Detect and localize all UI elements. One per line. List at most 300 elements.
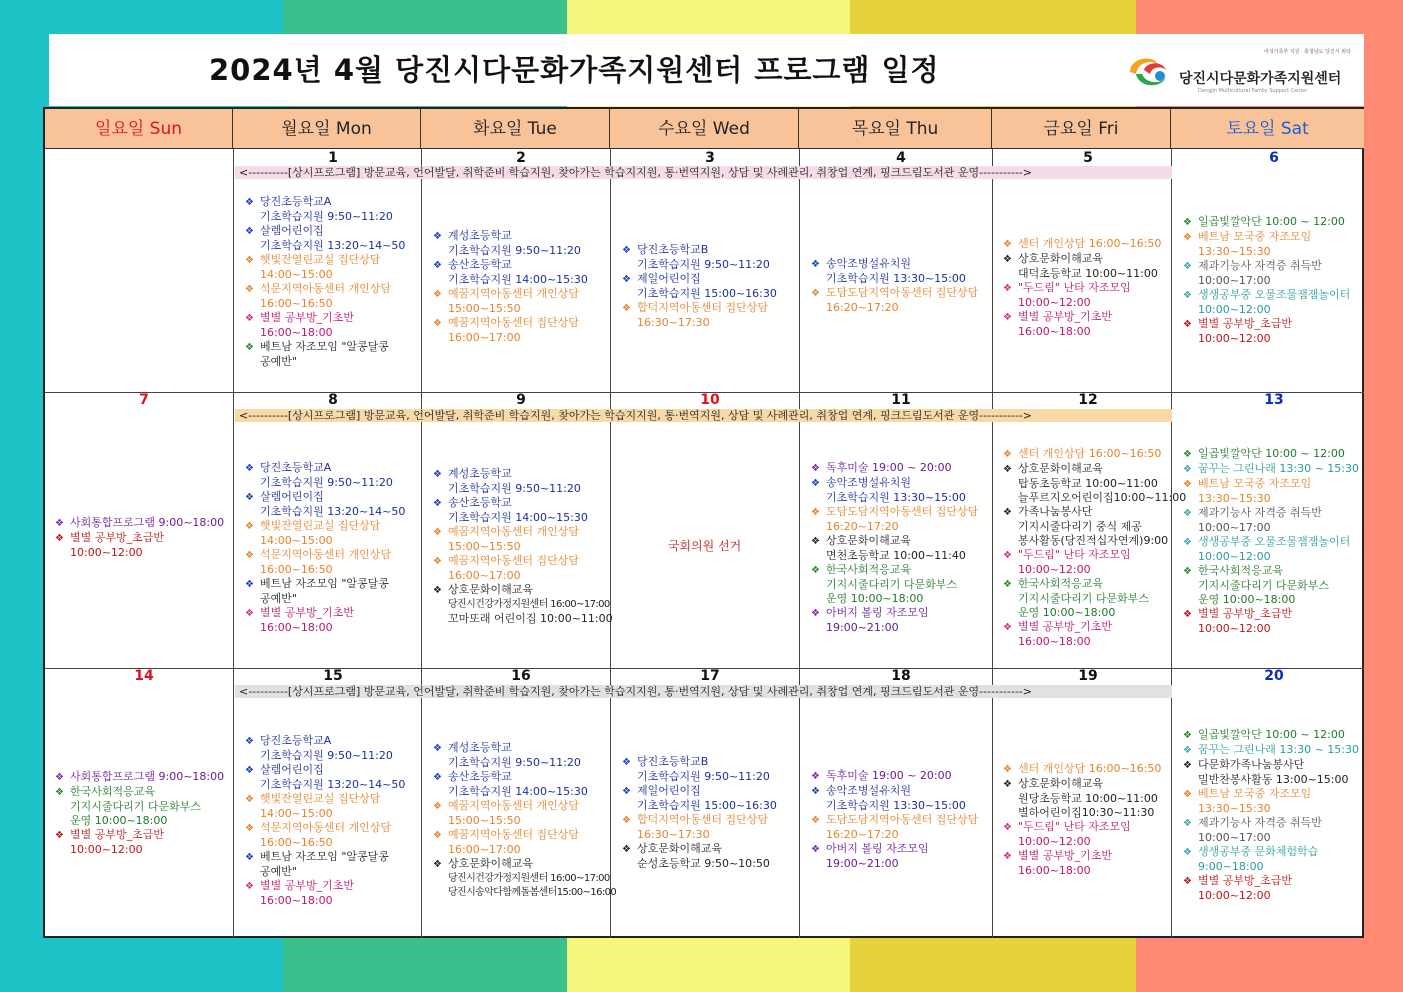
bullet-icon: ❖	[1003, 254, 1012, 265]
schedule-item-title: 제과기능사 자격증 취득반	[1198, 506, 1322, 519]
schedule-item	[1183, 447, 1359, 462]
bullet-icon: ❖	[1003, 851, 1012, 862]
schedule-item-title: 석문지역아동센터 개인상담	[260, 548, 392, 561]
schedule-item	[622, 842, 777, 871]
schedule-item-title: 살렘어린이집	[260, 224, 324, 237]
date-number: 4	[896, 150, 906, 166]
schedule-item-title: 송악조병설유치원	[826, 476, 912, 489]
bullet-icon: ❖	[433, 830, 442, 841]
day-cell-tue	[433, 467, 613, 626]
schedule-item	[55, 828, 224, 857]
schedule-item	[1003, 577, 1186, 620]
bullet-icon: ❖	[1183, 609, 1192, 620]
schedule-item-title: 별별 공부방_초급반	[1198, 874, 1293, 887]
date-number: 6	[1269, 150, 1279, 166]
schedule-item	[1183, 317, 1350, 346]
schedule-item	[433, 828, 616, 857]
bullet-icon: ❖	[1183, 537, 1192, 548]
schedule-item-detail: 19:00~21:00	[826, 857, 899, 870]
bullet-icon: ❖	[245, 579, 254, 590]
schedule-item	[1003, 849, 1161, 878]
schedule-item-title: 송산초등학교	[448, 496, 512, 509]
schedule-item	[245, 311, 405, 340]
date-number: 7	[139, 392, 149, 408]
schedule-item-title: 석문지역아동센터 개인상담	[260, 282, 392, 295]
schedule-item-title: "두드림" 난타 자조모임	[1018, 548, 1131, 561]
schedule-item-detail: 공예반"	[260, 865, 297, 878]
schedule-item	[433, 467, 613, 496]
schedule-item-detail: 15:00~15:50	[448, 814, 521, 827]
schedule-item	[1183, 477, 1359, 506]
schedule-item-title: 제과기능사 자격증 취득반	[1198, 259, 1322, 272]
day-cell-thu	[811, 769, 978, 871]
schedule-item-title: 상호문화이해교육	[1018, 777, 1104, 790]
schedule-item-title: 별별 공부방_초급반	[70, 828, 165, 841]
schedule-item-title: 일곱빛깔악단 10:00 ~ 12:00	[1198, 215, 1345, 228]
schedule-item	[245, 792, 405, 821]
bullet-icon: ❖	[433, 801, 442, 812]
schedule-item-detail: 기초학습지원 14:00~15:30	[448, 785, 588, 798]
schedule-item-detail: 19:00~21:00	[826, 621, 899, 634]
weekday-fri: 금요일 Fri	[992, 109, 1171, 149]
schedule-item-title: 햇빛잔열린교실 집단상담	[260, 792, 381, 805]
schedule-item-title: 일곱빛깔악단 10:00 ~ 12:00	[1198, 447, 1345, 460]
schedule-item-detail: 9:00~18:00	[1198, 860, 1264, 873]
schedule-item	[1003, 820, 1161, 849]
schedule-item-detail: 14:00~15:00	[260, 268, 333, 281]
schedule-item-title: 당진초등학교A	[260, 461, 332, 474]
schedule-item-title: 예꿈지역아동센터 집단상담	[448, 828, 580, 841]
bullet-icon: ❖	[1183, 464, 1192, 475]
bullet-icon: ❖	[811, 815, 820, 826]
date-number: 12	[1078, 392, 1098, 408]
schedule-item	[1183, 506, 1359, 535]
bullet-icon: ❖	[811, 786, 820, 797]
schedule-item-detail: 기초학습지원 9:50~11:20	[260, 749, 393, 762]
schedule-item-detail: 기초학습지원 14:00~15:30	[448, 273, 588, 286]
schedule-item-title: 아버지 볼링 자조모임	[826, 842, 929, 855]
bullet-icon: ❖	[245, 284, 254, 295]
day-cell-wed	[622, 243, 777, 330]
schedule-item-detail: 기초학습지원 13:30~15:00	[826, 799, 966, 812]
schedule-item	[245, 519, 405, 548]
schedule-item-detail: 15:00~15:50	[448, 540, 521, 553]
schedule-item	[622, 301, 777, 330]
schedule-item	[245, 253, 405, 282]
day-cell-sat	[1183, 728, 1359, 903]
schedule-item-detail: 기초학습지원 15:00~16:30	[637, 799, 777, 812]
schedule-item	[433, 316, 588, 345]
schedule-item-detail: 16:20~17:20	[826, 828, 899, 841]
schedule-item-title: 송산초등학교	[448, 770, 512, 783]
schedule-item	[245, 821, 405, 850]
schedule-item	[622, 243, 777, 272]
schedule-item-title: 센터 개인상담 16:00~16:50	[1018, 237, 1162, 250]
date-number: 1	[328, 150, 338, 166]
schedule-item-detail: 16:00~18:00	[260, 894, 333, 907]
schedule-item-title: 한국사회적응교육	[826, 563, 912, 576]
day-cell-mon	[245, 461, 405, 635]
schedule-item	[811, 813, 978, 842]
schedule-item-title: 베트남 자조모임 "알콩달콩	[260, 850, 389, 863]
schedule-item	[1003, 762, 1161, 777]
day-cell-mon	[245, 734, 405, 908]
schedule-item-title: 당진초등학교B	[637, 243, 709, 256]
schedule-item-detail: 별하어린이집10:30~11:30	[1018, 806, 1155, 819]
schedule-item-detail: 16:00~18:00	[1018, 325, 1091, 338]
bullet-icon: ❖	[433, 527, 442, 538]
schedule-item-detail: 10:00~12:00	[1018, 296, 1091, 309]
schedule-item-detail: 당진시송악다함께돌봄센터15:00~16:00	[448, 887, 617, 898]
schedule-item	[1003, 310, 1161, 339]
schedule-item-title: 제일어린이집	[637, 784, 701, 797]
schedule-item-title: 다문화가족나눔봉사단	[1198, 758, 1305, 771]
date-number: 20	[1264, 668, 1284, 684]
schedule-item-detail: 기초학습지원 14:00~15:30	[448, 511, 588, 524]
bullet-icon: ❖	[1003, 283, 1012, 294]
schedule-item	[245, 282, 405, 311]
schedule-item	[1183, 462, 1359, 477]
schedule-item	[622, 755, 777, 784]
day-cell-mon	[245, 195, 405, 369]
schedule-item	[811, 461, 978, 476]
schedule-item-title: 상호문화이해교육	[448, 857, 534, 870]
date-number: 3	[705, 150, 715, 166]
bullet-icon: ❖	[1183, 479, 1192, 490]
schedule-item-detail: 16:00~18:00	[1018, 635, 1091, 648]
bullet-icon: ❖	[1003, 579, 1012, 590]
day-cell-sun	[55, 770, 224, 857]
schedule-item-title: 독후미술 19:00 ~ 20:00	[826, 461, 952, 474]
schedule-item-title: 계성초등학교	[448, 229, 512, 242]
bullet-icon: ❖	[811, 288, 820, 299]
schedule-item-title: 상호문화이해교육	[1018, 462, 1104, 475]
schedule-item-detail: 13:30~15:30	[1198, 245, 1271, 258]
schedule-item-title: 예꿈지역아동센터 집단상담	[448, 316, 580, 329]
bullet-icon: ❖	[433, 260, 442, 271]
schedule-item	[1183, 259, 1350, 288]
bullet-icon: ❖	[245, 197, 254, 208]
program-banner: <----------[상시프로그램] 방문교육, 언어발달, 취학준비 학습지원, 찾아가는 학습지지원, 통·번역지원, 상담 및 사례관리, 취창업 연계, 핑크드림도서관 운영----------->	[235, 166, 1172, 179]
date-number: 9	[516, 392, 526, 408]
bullet-icon: ❖	[1183, 730, 1192, 741]
schedule-item-title: 베트남 모국중 자조모임	[1198, 230, 1312, 243]
date-number: 11	[891, 392, 911, 408]
schedule-item-detail: 16:00~16:50	[260, 836, 333, 849]
schedule-item	[433, 741, 616, 770]
schedule-item-detail: 16:30~17:30	[637, 316, 710, 329]
schedule-item	[55, 516, 224, 531]
bullet-icon: ❖	[245, 794, 254, 805]
weekday-mon: 월요일 Mon	[233, 109, 421, 149]
bullet-icon: ❖	[245, 765, 254, 776]
schedule-item-detail: 16:00~18:00	[260, 621, 333, 634]
bullet-icon: ❖	[433, 585, 442, 596]
schedule-item-title: 센터 개인상담 16:00~16:50	[1018, 762, 1162, 775]
bullet-icon: ❖	[1183, 789, 1192, 800]
schedule-item-title: 도담도담지역아동센터 집단상담	[826, 813, 979, 826]
bullet-icon: ❖	[1003, 550, 1012, 561]
schedule-item	[1003, 281, 1161, 310]
schedule-item	[1183, 728, 1359, 743]
schedule-item-detail: 운영 10:00~18:00	[70, 814, 168, 827]
date-number: 16	[511, 668, 531, 684]
schedule-item-title: 꿈꾸는 그린나래 13:30 ~ 15:30	[1198, 743, 1359, 756]
bullet-icon: ❖	[245, 823, 254, 834]
schedule-item	[1183, 288, 1350, 317]
schedule-item	[245, 548, 405, 577]
bullet-icon: ❖	[1183, 261, 1192, 272]
schedule-item-detail: 순성초등학교 9:50~10:50	[637, 857, 770, 870]
schedule-item-detail: 기지시줄다리기 다문화부스	[70, 800, 202, 813]
date-number: 2	[516, 150, 526, 166]
schedule-item-detail: 탑동초등학교 10:00~11:00	[1018, 477, 1158, 490]
schedule-item-title: 가족나눔봉사단	[1018, 505, 1093, 518]
schedule-item	[433, 857, 616, 900]
bullet-icon: ❖	[811, 844, 820, 855]
schedule-item-title: 독후미술 19:00 ~ 20:00	[826, 769, 952, 782]
schedule-item-title: 사회통합프로그램 9:00~18:00	[70, 770, 225, 783]
schedule-item-detail: 기초학습지원 13:20~14~50	[260, 778, 406, 791]
schedule-item	[1183, 535, 1359, 564]
schedule-item	[1183, 816, 1359, 845]
schedule-item	[811, 842, 978, 871]
bullet-icon: ❖	[1183, 508, 1192, 519]
schedule-item-detail: 기초학습지원 9:50~11:20	[637, 258, 770, 271]
day-cell-sat	[1183, 215, 1350, 346]
bullet-icon: ❖	[811, 463, 820, 474]
schedule-item-detail: 16:30~17:30	[637, 828, 710, 841]
schedule-item	[245, 734, 405, 763]
schedule-item-detail: 당진시건강가정지원센터 16:00~17:00	[448, 599, 610, 610]
schedule-item-title: 당진초등학교A	[260, 734, 332, 747]
schedule-item-detail: 기초학습지원 9:50~11:20	[448, 244, 581, 257]
schedule-item	[245, 577, 405, 606]
bullet-icon: ❖	[1003, 507, 1012, 518]
schedule-item-title: 베트남 자조모임 "알콩달콩	[260, 577, 389, 590]
schedule-item-detail: 14:00~15:00	[260, 807, 333, 820]
program-banner: <----------[상시프로그램] 방문교육, 언어발달, 취학준비 학습지원, 찾아가는 학습지지원, 통·번역지원, 상담 및 사례관리, 취창업 연계, 핑크드림도서관 운영----------->	[235, 685, 1172, 698]
schedule-item	[245, 461, 405, 490]
schedule-item-title: 별별 공부방_초급반	[1198, 607, 1293, 620]
schedule-item	[1183, 758, 1359, 787]
schedule-item-title: 송산초등학교	[448, 258, 512, 271]
bullet-icon: ❖	[245, 342, 254, 353]
schedule-item-title: 햇빛잔열린교실 집단상담	[260, 519, 381, 532]
bullet-icon: ❖	[433, 859, 442, 870]
schedule-item-title: 당진초등학교B	[637, 755, 709, 768]
date-number: 8	[328, 392, 338, 408]
schedule-item-detail: 10:00~12:00	[1198, 622, 1271, 635]
bullet-icon: ❖	[433, 231, 442, 242]
schedule-item-detail: 기초학습지원 13:30~15:00	[826, 272, 966, 285]
bullet-icon: ❖	[1183, 232, 1192, 243]
schedule-item-detail: 봉사활동(당진적십자연계)9:00	[1018, 534, 1169, 547]
schedule-item-title: 별별 공부방_기초반	[260, 606, 355, 619]
schedule-item-detail: 16:20~17:20	[826, 301, 899, 314]
logo-mark-icon	[1124, 52, 1172, 92]
schedule-item	[433, 770, 616, 799]
schedule-item	[1183, 215, 1350, 230]
bullet-icon: ❖	[1003, 449, 1012, 460]
schedule-item-title: 송악조병설유치원	[826, 257, 912, 270]
bullet-icon: ❖	[433, 556, 442, 567]
bullet-icon: ❖	[1003, 239, 1012, 250]
bullet-icon: ❖	[622, 786, 631, 797]
schedule-item-title: "두드림" 난타 자조모임	[1018, 820, 1131, 833]
schedule-item	[1183, 874, 1359, 903]
schedule-item-title: 상호문화이해교육	[448, 583, 534, 596]
bullet-icon: ❖	[1183, 745, 1192, 756]
bullet-icon: ❖	[55, 518, 64, 529]
schedule-item-title: 별별 공부방_기초반	[260, 879, 355, 892]
schedule-item	[433, 229, 588, 258]
bullet-icon: ❖	[245, 463, 254, 474]
bullet-icon: ❖	[433, 772, 442, 783]
schedule-item-title: 도담도담지역아동센터 집단상담	[826, 505, 979, 518]
schedule-item-title: 도담도담지역아동센터 집단상담	[826, 286, 979, 299]
schedule-item-title: 예꿈지역아동센터 개인상담	[448, 525, 580, 538]
bullet-icon: ❖	[433, 318, 442, 329]
schedule-item-detail: 기초학습지원 15:00~16:30	[637, 287, 777, 300]
bullet-icon: ❖	[55, 533, 64, 544]
bullet-icon: ❖	[245, 608, 254, 619]
schedule-item-detail: 대덕초등학교 10:00~11:00	[1018, 267, 1158, 280]
schedule-item-detail: 꼬마또래 어린이집 10:00~11:00	[448, 612, 613, 625]
schedule-item	[55, 785, 224, 828]
bullet-icon: ❖	[433, 469, 442, 480]
day-cell-sat	[1183, 447, 1359, 636]
schedule-item-title: 살렘어린이집	[260, 490, 324, 503]
schedule-item	[245, 879, 405, 908]
bullet-icon: ❖	[811, 608, 820, 619]
schedule-item	[1003, 462, 1186, 505]
schedule-item-title: 생생공부중 오물조물잼잼놀이터	[1198, 535, 1351, 548]
schedule-item-title: 별별 공부방_초급반	[70, 531, 165, 544]
schedule-item	[811, 505, 978, 534]
schedule-item-detail: 10:00~12:00	[70, 546, 143, 559]
day-cell-wed-note: 국회의원 선거	[667, 539, 742, 553]
schedule-item-detail: 16:00~18:00	[1018, 864, 1091, 877]
bullet-icon: ❖	[55, 830, 64, 841]
date-number: 17	[700, 668, 720, 684]
schedule-item-title: 한국사회적응교육	[1018, 577, 1104, 590]
bullet-icon: ❖	[433, 289, 442, 300]
schedule-item	[811, 606, 978, 635]
schedule-item-title: 합덕지역아동센터 집단상담	[637, 813, 769, 826]
schedule-item-detail: 10:00~12:00	[1198, 889, 1271, 902]
bullet-icon: ❖	[1183, 847, 1192, 858]
schedule-item-detail: 10:00~12:00	[1198, 550, 1271, 563]
schedule-item	[245, 763, 405, 792]
schedule-item-title: 예꿈지역아동센터 개인상담	[448, 799, 580, 812]
weekday-wed: 수요일 Wed	[610, 109, 799, 149]
logo-subtitle: Dangjin Multicultural Family Support Center	[1198, 88, 1308, 94]
schedule-item-detail: 기지시줄다리기 다문화부스	[826, 578, 958, 591]
schedule-item-title: 햇빛잔열린교실 집단상담	[260, 253, 381, 266]
schedule-item-detail: 15:00~15:50	[448, 302, 521, 315]
bullet-icon: ❖	[55, 772, 64, 783]
schedule-item-title: 당진초등학교A	[260, 195, 332, 208]
bullet-icon: ❖	[622, 303, 631, 314]
bullet-icon: ❖	[1003, 464, 1012, 475]
bullet-icon: ❖	[622, 757, 631, 768]
bullet-icon: ❖	[1003, 779, 1012, 790]
schedule-item	[245, 606, 405, 635]
schedule-item-detail: 기초학습지원 13:30~15:00	[826, 491, 966, 504]
schedule-item	[55, 770, 224, 785]
schedule-item-title: 한국사회적응교육	[70, 785, 156, 798]
logo-name: 당진시다문화가족지원센터	[1179, 71, 1342, 87]
schedule-item-title: 별별 공부방_기초반	[1018, 620, 1113, 633]
schedule-item-detail: 10:00~12:00	[70, 843, 143, 856]
schedule-item-detail: 16:00~17:00	[448, 843, 521, 856]
schedule-item	[245, 195, 405, 224]
schedule-item	[433, 287, 588, 316]
day-cell-tue	[433, 229, 588, 345]
schedule-item-detail: 10:00~17:00	[1198, 831, 1271, 844]
schedule-item-detail: 16:00~17:00	[448, 331, 521, 344]
day-cell-sun	[55, 516, 224, 560]
schedule-item	[1003, 620, 1186, 649]
schedule-item-title: 한국사회적응교육	[1198, 564, 1284, 577]
day-cell-wed	[622, 755, 777, 871]
schedule-item-detail: 공예반"	[260, 592, 297, 605]
day-cell-thu	[811, 257, 978, 315]
schedule-item-detail: 10:00~17:00	[1198, 274, 1271, 287]
grid-line	[992, 149, 993, 938]
schedule-item-detail: 기초학습지원 9:50~11:20	[637, 770, 770, 783]
bullet-icon: ❖	[245, 313, 254, 324]
bullet-icon: ❖	[622, 844, 631, 855]
schedule-item	[1183, 845, 1359, 874]
schedule-item	[1183, 743, 1359, 758]
bullet-icon: ❖	[1183, 217, 1192, 228]
schedule-item-title: 석문지역아동센터 개인상담	[260, 821, 392, 834]
schedule-item-detail: 면천초등학교 10:00~11:40	[826, 549, 966, 562]
bullet-icon: ❖	[622, 245, 631, 256]
bullet-icon: ❖	[622, 274, 631, 285]
day-cell-fri	[1003, 762, 1161, 878]
schedule-item	[433, 258, 588, 287]
schedule-item-title: 별별 공부방_초급반	[1198, 317, 1293, 330]
schedule-item-title: 일곱빛깔악단 10:00 ~ 12:00	[1198, 728, 1345, 741]
weekday-sun: 일요일 Sun	[45, 109, 233, 149]
schedule-item-detail: 10:00~12:00	[1018, 563, 1091, 576]
schedule-item	[811, 476, 978, 505]
schedule-item-title: 별별 공부방_기초반	[1018, 310, 1113, 323]
schedule-item-title: 베트남 자조모임 "알콩달콩	[260, 340, 389, 353]
bullet-icon: ❖	[1003, 764, 1012, 775]
bullet-icon: ❖	[55, 787, 64, 798]
bullet-icon: ❖	[1003, 822, 1012, 833]
schedule-item-detail: 운영 10:00~18:00	[1018, 606, 1116, 619]
schedule-item-title: 계성초등학교	[448, 741, 512, 754]
schedule-item	[433, 496, 613, 525]
schedule-item	[433, 525, 613, 554]
bullet-icon: ❖	[811, 771, 820, 782]
schedule-item	[622, 813, 777, 842]
schedule-item	[622, 784, 777, 813]
schedule-item-detail: 10:00~12:00	[1018, 835, 1091, 848]
program-banner: <----------[상시프로그램] 방문교육, 언어발달, 취학준비 학습지원, 찾아가는 학습지지원, 통·번역지원, 상담 및 사례관리, 취창업 연계, 핑크드림도서관 운영----------->	[235, 409, 1172, 422]
bullet-icon: ❖	[245, 881, 254, 892]
schedule-item-detail: 10:00~17:00	[1198, 521, 1271, 534]
schedule-item	[811, 257, 978, 286]
schedule-item-title: 제일어린이집	[637, 272, 701, 285]
schedule-item	[811, 286, 978, 315]
schedule-item-title: "두드림" 난타 자조모임	[1018, 281, 1131, 294]
